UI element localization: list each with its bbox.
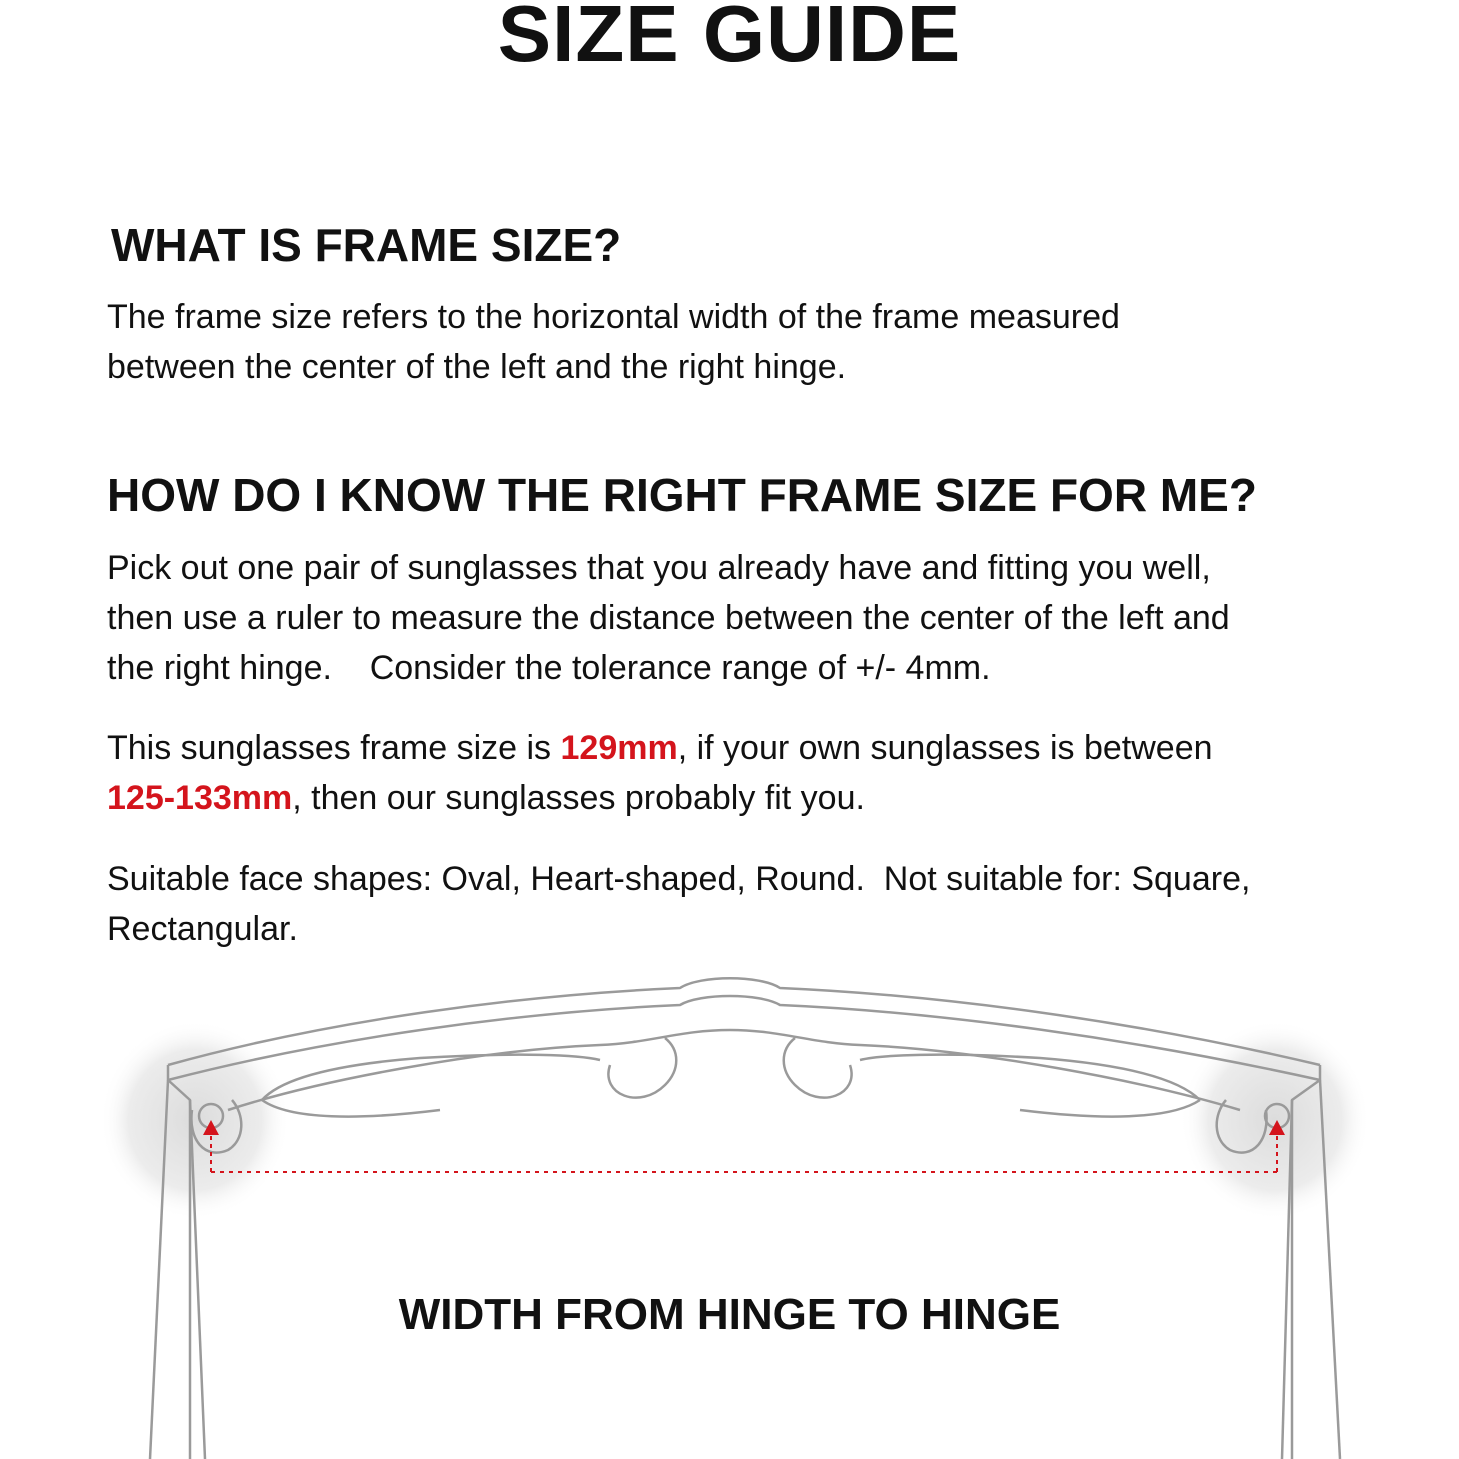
size-text-1: This sunglasses frame size is [107,729,561,767]
size-text-2: , if your own sunglasses is between [677,729,1213,767]
section-heading-frame-size: WHAT IS FRAME SIZE? [111,219,622,271]
size-text-3: , then our sunglasses probably fit you. [292,779,865,817]
fit-range-value: 125-133mm [107,779,293,817]
sunglasses-frame-diagram [0,960,1459,1459]
page-title: SIZE GUIDE [497,0,962,78]
definition-line-1: The frame size refers to the horizontal width of the frame measured [107,298,1120,336]
hinge-shadows [100,1020,1370,1220]
frame-size-sentence [107,723,1397,823]
instruction-line-3: the right hinge. Consider the tolerance range of +/- 4mm. [107,649,991,687]
instruction-line-1: Pick out one pair of sunglasses that you already have and fitting you well, [107,549,1211,587]
instruction-line-2: then use a ruler to measure the distance between the center of the left and [107,599,1230,637]
face-shapes-line-1: Suitable face shapes: Oval, Heart-shaped, Round. Not suitable for: Square, [107,860,1251,898]
definition-line-2: between the center of the left and the right hinge. [107,348,847,386]
frame-size-definition [107,292,1397,392]
face-shapes-line-2: Rectangular. [107,910,298,948]
face-shapes-text [107,854,1397,954]
measure-instructions [107,543,1397,693]
frame-outline [150,978,1340,1459]
frame-size-value: 129mm [560,729,678,767]
diagram-caption: WIDTH FROM HINGE TO HINGE [398,1290,1061,1339]
section-heading-right-size: HOW DO I KNOW THE RIGHT FRAME SIZE FOR ME? [107,469,1257,521]
hinge-to-hinge-measure-line [203,1120,1285,1172]
